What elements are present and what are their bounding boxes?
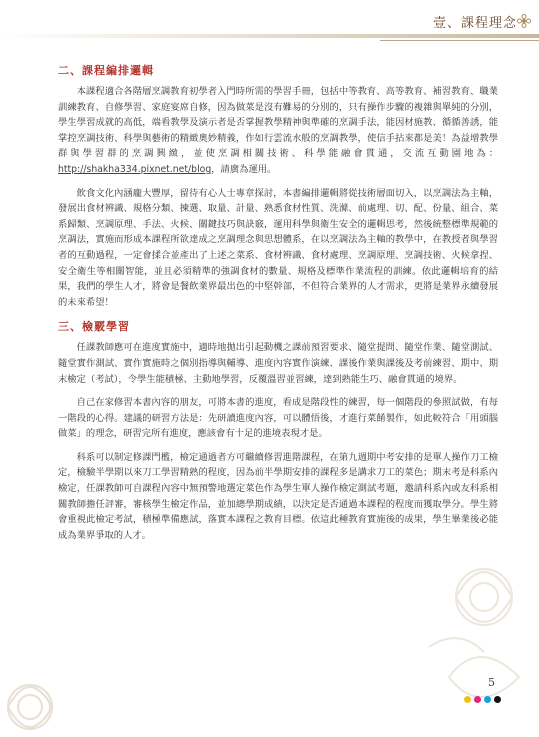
header-rule: [0, 34, 539, 38]
blog-link[interactable]: http://shakha334.pixnet.net/blog: [58, 163, 212, 175]
flower-watermark-icon: [0, 617, 110, 737]
main-content: [58, 62, 498, 551]
section-title-course-logic: 二、課程編排邏輯: [58, 64, 154, 77]
chapter-header: [433, 12, 517, 31]
color-dots: [464, 696, 501, 703]
header-rule-thin: [380, 40, 539, 41]
section-title-assessment: 三、檢覈學習: [58, 320, 130, 334]
color-dot-black: [494, 696, 501, 703]
color-dot-magenta: [474, 696, 481, 703]
paragraph: 自己在家修習本書內容的朋友，可將本書的進度，看成是階段性的練習，每一個階段的參照試做，有每一階段的心得。建議的研習方法是：先研讀進度內容，可以體悟後，才進行菜餚製作，如此較符合「用頭腦做菜」的理念，研習完所有進度，應該會有十足的進境表現才是。: [58, 397, 498, 440]
color-dot-yellow: [464, 696, 471, 703]
paragraph-text: ，請廣為運用。: [211, 163, 277, 175]
page-number: 5: [488, 676, 495, 689]
paragraph: [58, 84, 498, 178]
paragraph: 飲食文化內涵龐大豐厚，留待有心人士專章探討，本書編排邏輯將從技術層面切入，以烹調法為主軸，發展出食材辨識、規格分類、揀選、取量、計量、熟悉食材性質、洗滌、前處理、切、配、份量、組合、菜系歸類、烹調原理、手法、火候、關鍵技巧與訣竅，運用科學與衛生安全的邏輯思考，然後統整標準規範的烹調法，實施而形成本課程所欲達成之烹調理念與思想體系，在以烹調法為主軸的教學中，在教授者與學習者的互動過程，一定會揉合並產出了上述之菜系、食材辨識、食材處理、烹調原理、烹調技術、火候拿捏、安全衛生等相關智能，並且必須精準的強調食材的數量、規格及標準作業流程的訓練。依此邏輯培育的結果，我們的學生人才，將會是餐飲業界最出色的中堅幹部，不但符合業界的人才需求，更將是業界永續發展的未來希望！: [58, 187, 498, 308]
paragraph-text: 本課程適合各階層烹調教育初學者入門時所需的學習手冊，包括中等教育、高等教育、補習教育、職業訓練教育、自修學習、家庭宴席自修，因為做菜是沒有難易的分別的，只有操作步驟的複雜與單純的分別，學生學習成就的高低，端看教學及演示者是否掌握教學精神與準確的烹調手法，能因材施教、循循善誘，能掌控烹調技術、科學與藝術的精緻奧妙精義，作如行雲流水般的烹調教學，使信手拈來都是美！為益增教學群與學習群的烹調興緻，並使烹調相關技術、科學能融會貫通，交流互動園地為：: [58, 86, 498, 160]
chapter-title: 壹、課程理念: [432, 16, 517, 31]
paragraph: 科系可以制定修課門檻，檢定通過者方可繼續修習進階課程，在第九週期中考安排的是單人操作刀工檢定，檢驗半學期以來刀工學習精熟的程度，因為前半學期安排的課程多是講求刀工的菜色；期末考是科系內檢定，任課教師可自課程內容中無預警地選定菜色作為學生單人操作檢定測試考題，邀請科系內或友科系相關教師擔任評審，審核學生檢定作品，並加總學期成績，以決定是否通過本課程的程度而獲取學分。學生將會重視此檢定考試，積極準備應試，落實本課程之教育目標。依這此種教育實施後的成果，學生畢業後必能成為業界爭取的人才。: [58, 451, 498, 541]
color-dot-cyan: [484, 696, 491, 703]
flower-ornament-icon: [517, 14, 531, 28]
paragraph: 任課教師應可在進度實施中，適時地拋出引起動機之課前預習要求、隨堂提問、隨堂作業、隨堂測試、隨堂實作測試、實作實施時之個別指導與輔導、進度內容實作演練、課後作業與課後及考前練習、期中、期末檢定（考試），令學生能積極、主動地學習，反覆溫習並習練，達到熟能生巧、融會貫通的境界。: [58, 342, 498, 385]
